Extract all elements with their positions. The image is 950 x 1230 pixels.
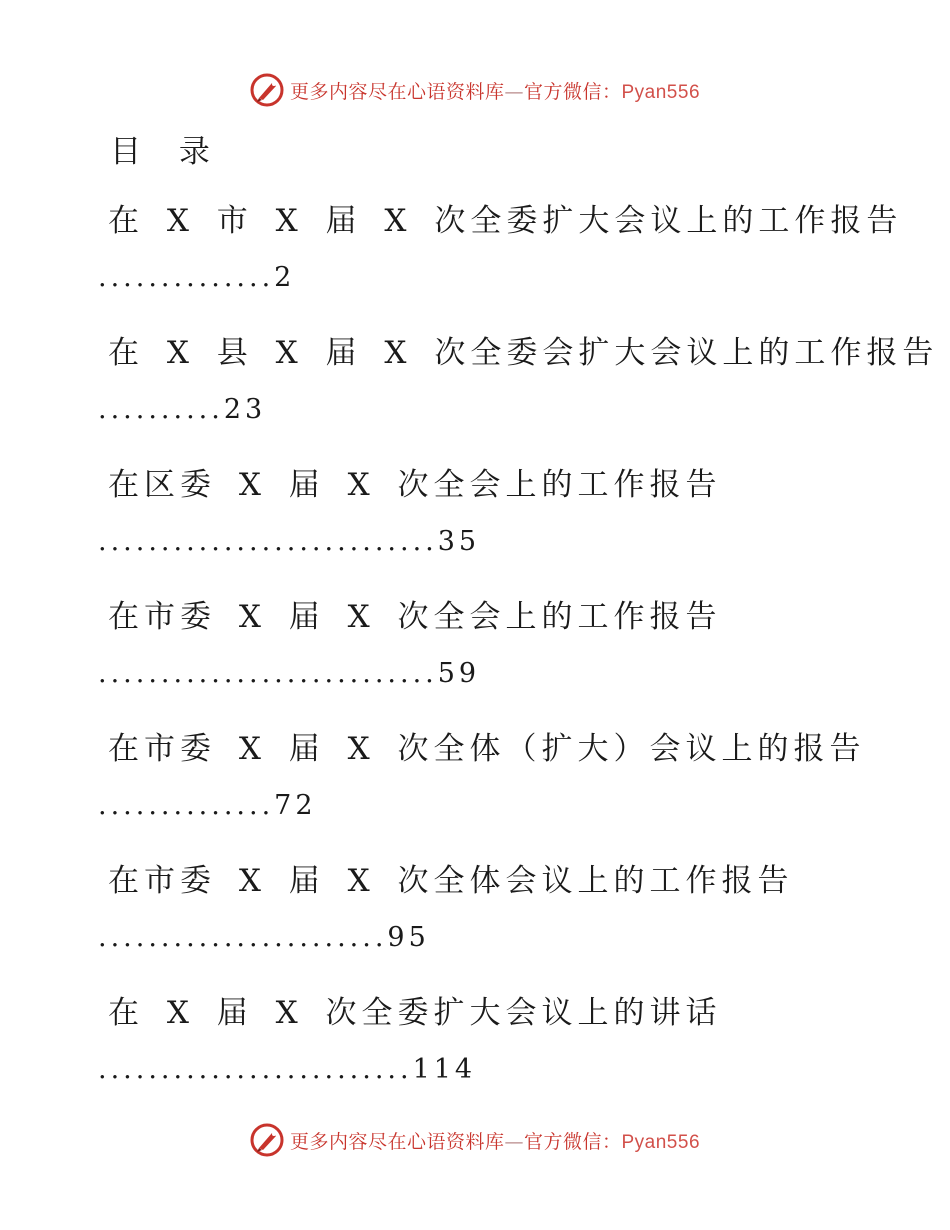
toc-entry-leader	[98, 654, 480, 694]
toc-page-number: 2	[274, 262, 296, 293]
toc-entry-leader	[98, 786, 317, 826]
toc-entry[interactable]	[0, 196, 950, 328]
toc-page-number: 95	[387, 922, 430, 953]
toc-dots: .........................	[98, 1054, 413, 1085]
toc-dots: ..............	[98, 262, 275, 293]
toc-entry-title: 在 X 县 X 届 X 次全委会扩大会议上的工作报告	[108, 335, 939, 371]
banner-library-text: 更多内容尽在心语资料库	[289, 1130, 505, 1153]
banner-wechat-label: 官方微信：	[523, 1130, 622, 1153]
toc-entry[interactable]	[0, 592, 950, 724]
toc-entry[interactable]	[0, 988, 950, 1120]
banner-library-text: 更多内容尽在心语资料库	[289, 80, 505, 103]
footer-banner	[0, 1120, 950, 1160]
pen-logo-icon	[250, 73, 284, 107]
banner-dash: —	[504, 1130, 524, 1153]
toc-dots: ..........	[98, 394, 224, 425]
toc-entry-leader	[98, 258, 295, 298]
toc-page-number: 59	[437, 658, 481, 689]
toc-dots: .......................	[98, 922, 388, 953]
toc-entry[interactable]	[0, 328, 950, 460]
toc-page-number: 114	[412, 1054, 477, 1085]
toc-entry-leader	[98, 522, 480, 562]
toc-entry-title: 在 X 市 X 届 X 次全委扩大会议上的工作报告	[108, 203, 903, 239]
toc-page-number: 72	[274, 790, 317, 821]
toc-entry-title: 在市委 X 届 X 次全会上的工作报告	[108, 599, 722, 635]
toc-entry[interactable]	[0, 724, 950, 856]
banner-dash: —	[504, 80, 524, 103]
toc-entry-leader	[98, 390, 266, 430]
header-banner-text	[290, 77, 700, 104]
banner-wechat-label: 官方微信：	[523, 80, 622, 103]
toc-entry-title: 在区委 X 届 X 次全会上的工作报告	[108, 467, 722, 503]
toc-page-number: 23	[223, 394, 267, 425]
toc-entry-leader	[98, 1050, 476, 1090]
toc-dots: ..............	[98, 790, 275, 821]
toc-entry-title: 在市委 X 届 X 次全体会议上的工作报告	[108, 863, 794, 899]
toc-entry[interactable]	[0, 856, 950, 988]
toc-title: 目 录	[110, 134, 224, 170]
toc-entry[interactable]	[0, 460, 950, 592]
toc-dots: ...........................	[98, 526, 438, 557]
toc-page-number: 35	[437, 526, 481, 557]
toc-dots: ...........................	[98, 658, 438, 689]
footer-banner-text	[290, 1127, 700, 1154]
toc-entry-title: 在市委 X 届 X 次全体（扩大）会议上的报告	[108, 731, 866, 767]
pen-logo-icon	[250, 1123, 284, 1157]
toc-entry-leader	[98, 918, 430, 958]
table-of-contents	[0, 196, 950, 1120]
toc-entry-title: 在 X 届 X 次全委扩大会议上的讲话	[108, 995, 722, 1031]
header-banner	[0, 70, 950, 110]
banner-account: Pyan556	[621, 81, 701, 103]
banner-account: Pyan556	[621, 1131, 701, 1153]
